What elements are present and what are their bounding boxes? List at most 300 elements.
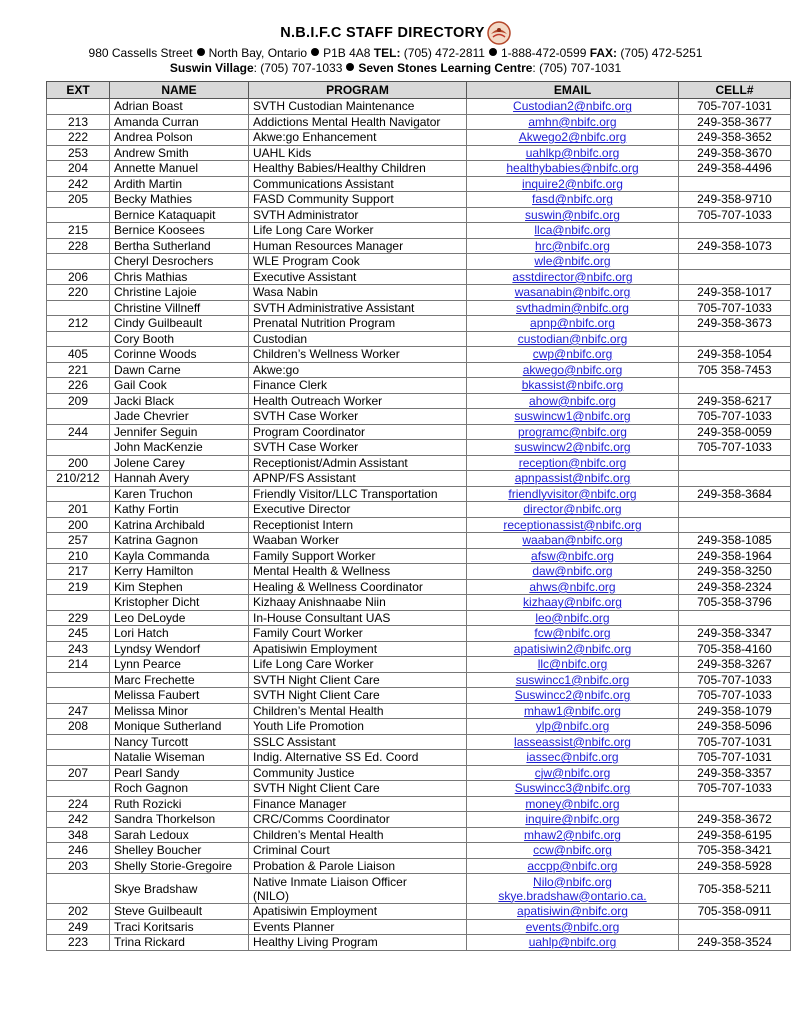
program-cell: Children’s Mental Health xyxy=(249,703,467,719)
name-cell: Andrew Smith xyxy=(110,145,249,161)
name-cell: Adrian Boast xyxy=(110,99,249,115)
cell-phone: 705-707-1033 xyxy=(679,688,791,704)
program-cell: Criminal Court xyxy=(249,843,467,859)
email-link[interactable]: custodian@nbifc.org xyxy=(467,331,679,347)
table-row xyxy=(47,145,791,161)
bullet-icon xyxy=(489,48,497,56)
table-row xyxy=(47,517,791,533)
table-row xyxy=(47,672,791,688)
table-row xyxy=(47,657,791,673)
ext-cell xyxy=(47,595,110,611)
cell-phone: 705-707-1033 xyxy=(679,781,791,797)
email-link[interactable]: apnpassist@nbifc.org xyxy=(467,471,679,487)
cell-phone: 249-358-5928 xyxy=(679,858,791,874)
program-cell: Finance Manager xyxy=(249,796,467,812)
email-link[interactable]: afsw@nbifc.org xyxy=(467,548,679,564)
program-cell: SVTH Case Worker xyxy=(249,409,467,425)
name-cell: Lynn Pearce xyxy=(110,657,249,673)
name-cell: Melissa Minor xyxy=(110,703,249,719)
email-link[interactable]: ahws@nbifc.org xyxy=(467,579,679,595)
program-cell: UAHL Kids xyxy=(249,145,467,161)
ext-cell xyxy=(47,254,110,270)
email-link[interactable]: uahlkp@nbifc.org xyxy=(467,145,679,161)
name-cell: Jade Chevrier xyxy=(110,409,249,425)
name-cell: Cindy Guilbeault xyxy=(110,316,249,332)
cell-phone: 705-707-1031 xyxy=(679,734,791,750)
table-row xyxy=(47,827,791,843)
cell-phone xyxy=(679,455,791,471)
cell-phone: 249-358-3357 xyxy=(679,765,791,781)
program-line: (NILO) xyxy=(253,888,289,903)
name-cell: Natalie Wiseman xyxy=(110,750,249,766)
email-link[interactable]: Suswincc3@nbifc.org xyxy=(467,781,679,797)
ext-cell: 205 xyxy=(47,192,110,208)
table-row xyxy=(47,362,791,378)
cell-phone: 249-358-1017 xyxy=(679,285,791,301)
table-row xyxy=(47,471,791,487)
table-row xyxy=(47,223,791,239)
ext-cell: 245 xyxy=(47,626,110,642)
header-cell: CELL# xyxy=(679,82,791,99)
cell-phone: 249-358-6217 xyxy=(679,393,791,409)
program-cell: Finance Clerk xyxy=(249,378,467,394)
name-cell: Gail Cook xyxy=(110,378,249,394)
ext-cell: 247 xyxy=(47,703,110,719)
ext-cell: 213 xyxy=(47,114,110,130)
table-header-row xyxy=(47,82,791,99)
table-row xyxy=(47,300,791,316)
ext-cell xyxy=(47,99,110,115)
suswin-phone: : (705) 707-1033 xyxy=(253,61,343,75)
name-cell: Leo DeLoyde xyxy=(110,610,249,626)
email-link[interactable]: svthadmin@nbifc.org xyxy=(467,300,679,316)
cell-phone xyxy=(679,223,791,239)
ext-cell xyxy=(47,874,110,904)
cell-phone: 249-358-3677 xyxy=(679,114,791,130)
program-cell: Probation & Parole Liaison xyxy=(249,858,467,874)
program-cell: Receptionist Intern xyxy=(249,517,467,533)
name-cell: Jennifer Seguin xyxy=(110,424,249,440)
program-cell: SVTH Night Client Care xyxy=(249,781,467,797)
cell-phone xyxy=(679,502,791,518)
ext-cell: 207 xyxy=(47,765,110,781)
program-cell: Akwe:go Enhancement xyxy=(249,130,467,146)
email-link[interactable]: wasanabin@nbifc.org xyxy=(467,285,679,301)
ext-cell: 253 xyxy=(47,145,110,161)
email-link[interactable]: mhaw2@nbifc.org xyxy=(467,827,679,843)
document-header xyxy=(0,20,791,76)
email-link[interactable]: suswincw2@nbifc.org xyxy=(467,440,679,456)
program-cell: Program Coordinator xyxy=(249,424,467,440)
cell-phone: 705-707-1031 xyxy=(679,750,791,766)
email-link[interactable]: akwego@nbifc.org xyxy=(467,362,679,378)
name-cell: Kristopher Dicht xyxy=(110,595,249,611)
program-cell: Executive Assistant xyxy=(249,269,467,285)
program-cell: Healthy Living Program xyxy=(249,935,467,951)
program-cell: Receptionist/Admin Assistant xyxy=(249,455,467,471)
program-cell: SVTH Administrative Assistant xyxy=(249,300,467,316)
table-row xyxy=(47,750,791,766)
program-cell: Friendly Visitor/LLC Transportation xyxy=(249,486,467,502)
name-cell: Katrina Gagnon xyxy=(110,533,249,549)
ext-cell: 242 xyxy=(47,812,110,828)
name-cell: Shelly Storie-Gregoire xyxy=(110,858,249,874)
email-link[interactable]: accpp@nbifc.org xyxy=(467,858,679,874)
program-cell: Mental Health & Wellness xyxy=(249,564,467,580)
table-row xyxy=(47,331,791,347)
email-link[interactable]: money@nbifc.org xyxy=(467,796,679,812)
email-link[interactable]: kizhaay@nbifc.org xyxy=(467,595,679,611)
table-row xyxy=(47,130,791,146)
name-cell: Andrea Polson xyxy=(110,130,249,146)
name-cell: Ardith Martin xyxy=(110,176,249,192)
ext-cell: 222 xyxy=(47,130,110,146)
ext-cell: 203 xyxy=(47,858,110,874)
ext-cell: 202 xyxy=(47,904,110,920)
cell-phone xyxy=(679,378,791,394)
email-link[interactable]: wle@nbifc.org xyxy=(467,254,679,270)
ext-cell xyxy=(47,486,110,502)
city: North Bay, Ontario xyxy=(208,46,308,60)
header-ext: EXT xyxy=(47,82,110,99)
cell-phone: 249-358-1964 xyxy=(679,548,791,564)
program-cell: Life Long Care Worker xyxy=(249,657,467,673)
name-cell: Melissa Faubert xyxy=(110,688,249,704)
stones-label: Seven Stones Learning Centre xyxy=(358,61,533,75)
email-link[interactable]: iassec@nbifc.org xyxy=(467,750,679,766)
program-cell: Kizhaay Anishnaabe Niin xyxy=(249,595,467,611)
table-row xyxy=(47,858,791,874)
program-cell: SVTH Night Client Care xyxy=(249,672,467,688)
ext-cell: 243 xyxy=(47,641,110,657)
email-link[interactable]: ccw@nbifc.org xyxy=(467,843,679,859)
cell-phone: 249-358-1085 xyxy=(679,533,791,549)
program-cell: Children’s Mental Health xyxy=(249,827,467,843)
name-cell: Jacki Black xyxy=(110,393,249,409)
cell-phone: 249-358-3524 xyxy=(679,935,791,951)
program-cell: SVTH Administrator xyxy=(249,207,467,223)
cell-phone: 249-358-0059 xyxy=(679,424,791,440)
name-cell: Amanda Curran xyxy=(110,114,249,130)
program-cell: Executive Director xyxy=(249,502,467,518)
program-cell: SVTH Case Worker xyxy=(249,440,467,456)
cell-phone: 705-358-5211 xyxy=(679,874,791,904)
email-link[interactable]: events@nbifc.org xyxy=(467,919,679,935)
cell-phone: 705-358-0911 xyxy=(679,904,791,920)
table-row xyxy=(47,285,791,301)
ext-cell: 217 xyxy=(47,564,110,580)
table-body xyxy=(47,99,791,951)
table-row xyxy=(47,378,791,394)
table-row xyxy=(47,734,791,750)
cell-phone xyxy=(679,919,791,935)
name-cell: Skye Bradshaw xyxy=(110,874,249,904)
ext-cell xyxy=(47,207,110,223)
suswin-label: Suswin Village xyxy=(169,61,254,75)
table-row xyxy=(47,347,791,363)
name-cell: Bertha Sutherland xyxy=(110,238,249,254)
program-cell: Family Court Worker xyxy=(249,626,467,642)
header-name: NAME xyxy=(110,82,249,99)
cell-phone: 249-358-3672 xyxy=(679,812,791,828)
program-cell: In-House Consultant UAS xyxy=(249,610,467,626)
name-cell: Kathy Fortin xyxy=(110,502,249,518)
email-link[interactable]: programc@nbifc.org xyxy=(467,424,679,440)
table-row xyxy=(47,626,791,642)
email-link[interactable]: Akwego2@nbifc.org xyxy=(467,130,679,146)
ext-cell: 206 xyxy=(47,269,110,285)
program-cell: WLE Program Cook xyxy=(249,254,467,270)
name-cell: Steve Guilbeault xyxy=(110,904,249,920)
program-cell: APNP/FS Assistant xyxy=(249,471,467,487)
email-link[interactable]: bkassist@nbifc.org xyxy=(467,378,679,394)
ext-cell: 224 xyxy=(47,796,110,812)
table-row xyxy=(47,161,791,177)
name-cell: Becky Mathies xyxy=(110,192,249,208)
cell-phone: 249-358-3347 xyxy=(679,626,791,642)
ext-cell: 348 xyxy=(47,827,110,843)
program-cell: Children’s Wellness Worker xyxy=(249,347,467,363)
cell-phone xyxy=(679,610,791,626)
email-link[interactable]: director@nbifc.org xyxy=(467,502,679,518)
ext-cell xyxy=(47,750,110,766)
program-cell: Addictions Mental Health Navigator xyxy=(249,114,467,130)
table-row xyxy=(47,641,791,657)
email-link[interactable] xyxy=(467,874,679,904)
email-link[interactable]: hrc@nbifc.org xyxy=(467,238,679,254)
email-link[interactable]: apnp@nbifc.org xyxy=(467,316,679,332)
name-cell: Kerry Hamilton xyxy=(110,564,249,580)
cell-phone: 705-358-3796 xyxy=(679,595,791,611)
ext-cell: 214 xyxy=(47,657,110,673)
cell-phone xyxy=(679,176,791,192)
name-cell: Bernice Koosees xyxy=(110,223,249,239)
name-cell: Shelley Boucher xyxy=(110,843,249,859)
table-row xyxy=(47,533,791,549)
email-link-line[interactable]: Nilo@nbifc.org xyxy=(533,874,612,889)
ext-cell: 221 xyxy=(47,362,110,378)
email-link[interactable]: cjw@nbifc.org xyxy=(467,765,679,781)
email-link[interactable]: ylp@nbifc.org xyxy=(467,719,679,735)
cell-phone: 249-358-3652 xyxy=(679,130,791,146)
cell-phone: 249-358-5096 xyxy=(679,719,791,735)
email-link[interactable]: suswin@nbifc.org xyxy=(467,207,679,223)
ext-cell: 228 xyxy=(47,238,110,254)
name-cell: Marc Frechette xyxy=(110,672,249,688)
cell-phone: 249-358-3684 xyxy=(679,486,791,502)
cell-phone: 249-358-4496 xyxy=(679,161,791,177)
ext-cell: 208 xyxy=(47,719,110,735)
cell-phone: 249-358-6195 xyxy=(679,827,791,843)
header-program: PROGRAM xyxy=(249,82,467,99)
table-row xyxy=(47,316,791,332)
table-row xyxy=(47,703,791,719)
tel-label: TEL: xyxy=(373,46,401,60)
cell-phone: 705-707-1033 xyxy=(679,207,791,223)
cell-phone xyxy=(679,269,791,285)
name-cell: Bernice Kataquapit xyxy=(110,207,249,223)
program-cell: Family Support Worker xyxy=(249,548,467,564)
name-cell: Lori Hatch xyxy=(110,626,249,642)
email-link[interactable]: fcw@nbifc.org xyxy=(467,626,679,642)
email-link[interactable]: uahlp@nbifc.org xyxy=(467,935,679,951)
table-row xyxy=(47,192,791,208)
table-row xyxy=(47,765,791,781)
table-row xyxy=(47,176,791,192)
name-cell: Christine Villneff xyxy=(110,300,249,316)
name-cell: Trina Rickard xyxy=(110,935,249,951)
email-link[interactable]: llc@nbifc.org xyxy=(467,657,679,673)
email-link[interactable]: daw@nbifc.org xyxy=(467,564,679,580)
ext-cell: 210/212 xyxy=(47,471,110,487)
stones-phone: : (705) 707-1031 xyxy=(532,61,622,75)
email-link[interactable]: cwp@nbifc.org xyxy=(467,347,679,363)
cell-phone: 705-358-3421 xyxy=(679,843,791,859)
tel-number: (705) 472-2811 xyxy=(403,46,485,60)
bullet-icon xyxy=(311,48,319,56)
table-row xyxy=(47,254,791,270)
program-cell: Akwe:go xyxy=(249,362,467,378)
name-cell: Cory Booth xyxy=(110,331,249,347)
cell-phone xyxy=(679,471,791,487)
name-cell: Christine Lajoie xyxy=(110,285,249,301)
email-link[interactable]: waaban@nbifc.org xyxy=(467,533,679,549)
name-cell: Kim Stephen xyxy=(110,579,249,595)
program-cell: SVTH Night Client Care xyxy=(249,688,467,704)
cell-phone: 705-707-1033 xyxy=(679,409,791,425)
program-cell xyxy=(249,874,467,904)
ext-cell: 200 xyxy=(47,455,110,471)
cell-phone: 249-358-1054 xyxy=(679,347,791,363)
bullet-icon xyxy=(346,63,354,71)
ext-cell: 229 xyxy=(47,610,110,626)
address-line xyxy=(0,46,791,61)
email-link[interactable]: Suswincc2@nbifc.org xyxy=(467,688,679,704)
street: 980 Cassells Street xyxy=(88,46,193,60)
name-cell: Pearl Sandy xyxy=(110,765,249,781)
ext-cell: 249 xyxy=(47,919,110,935)
table-row xyxy=(47,440,791,456)
program-cell: Indig. Alternative SS Ed. Coord xyxy=(249,750,467,766)
table-row xyxy=(47,610,791,626)
tollfree-number: 1-888-472-0599 xyxy=(500,46,587,60)
program-cell: Prenatal Nutrition Program xyxy=(249,316,467,332)
program-cell: Community Justice xyxy=(249,765,467,781)
table-row xyxy=(47,269,791,285)
ext-cell: 200 xyxy=(47,517,110,533)
fax-label: FAX: xyxy=(589,46,618,60)
email-link[interactable]: fasd@nbifc.org xyxy=(467,192,679,208)
email-link[interactable]: healthybabies@nbifc.org xyxy=(467,161,679,177)
program-cell: Events Planner xyxy=(249,919,467,935)
cell-phone: 249-358-1073 xyxy=(679,238,791,254)
page-title: N.B.I.F.C STAFF DIRECTORY xyxy=(280,25,485,41)
table-row xyxy=(47,812,791,828)
cell-phone: 249-358-3673 xyxy=(679,316,791,332)
email-link[interactable]: inquire2@nbifc.org xyxy=(467,176,679,192)
program-cell: Health Outreach Worker xyxy=(249,393,467,409)
table-row xyxy=(47,99,791,115)
program-cell: SVTH Custodian Maintenance xyxy=(249,99,467,115)
name-cell: Corinne Woods xyxy=(110,347,249,363)
table-row xyxy=(47,904,791,920)
email-link[interactable]: friendlyvisitor@nbifc.org xyxy=(467,486,679,502)
program-cell: Healthy Babies/Healthy Children xyxy=(249,161,467,177)
name-cell: Monique Sutherland xyxy=(110,719,249,735)
table-row xyxy=(47,719,791,735)
email-link[interactable]: reception@nbifc.org xyxy=(467,455,679,471)
name-cell: Karen Truchon xyxy=(110,486,249,502)
table-row xyxy=(47,781,791,797)
program-cell: Waaban Worker xyxy=(249,533,467,549)
cell-phone xyxy=(679,331,791,347)
table-row xyxy=(47,393,791,409)
ext-cell: 220 xyxy=(47,285,110,301)
table-row xyxy=(47,796,791,812)
cell-phone xyxy=(679,517,791,533)
program-cell: CRC/Comms Coordinator xyxy=(249,812,467,828)
email-link[interactable]: lasseassist@nbifc.org xyxy=(467,734,679,750)
program-cell: Wasa Nabin xyxy=(249,285,467,301)
email-link[interactable]: asstdirector@nbifc.org xyxy=(467,269,679,285)
ext-cell: 201 xyxy=(47,502,110,518)
ext-cell: 223 xyxy=(47,935,110,951)
name-cell: Hannah Avery xyxy=(110,471,249,487)
email-link[interactable]: suswincw1@nbifc.org xyxy=(467,409,679,425)
ext-cell xyxy=(47,672,110,688)
name-cell: Sandra Thorkelson xyxy=(110,812,249,828)
table-row xyxy=(47,207,791,223)
name-cell: Dawn Carne xyxy=(110,362,249,378)
email-link[interactable]: suswincc1@nbifc.org xyxy=(467,672,679,688)
table-row xyxy=(47,486,791,502)
ext-cell: 209 xyxy=(47,393,110,409)
program-cell: Communications Assistant xyxy=(249,176,467,192)
program-cell: Apatisiwin Employment xyxy=(249,641,467,657)
table-row xyxy=(47,114,791,130)
name-cell: Katrina Archibald xyxy=(110,517,249,533)
name-cell: Traci Koritsaris xyxy=(110,919,249,935)
ext-cell: 244 xyxy=(47,424,110,440)
table-row xyxy=(47,455,791,471)
cell-phone: 249-358-3250 xyxy=(679,564,791,580)
ext-cell: 212 xyxy=(47,316,110,332)
ext-cell: 257 xyxy=(47,533,110,549)
email-link[interactable]: receptionassist@nbifc.org xyxy=(467,517,679,533)
email-link[interactable]: llca@nbifc.org xyxy=(467,223,679,239)
staff-directory-table xyxy=(46,81,791,951)
table-row xyxy=(47,688,791,704)
fax-number: (705) 472-5251 xyxy=(620,46,703,60)
program-line: Native Inmate Liaison Officer xyxy=(253,874,407,889)
email-link[interactable]: Custodian2@nbifc.org xyxy=(467,99,679,115)
email-link[interactable]: apatisiwin@nbifc.org xyxy=(467,904,679,920)
name-cell: Chris Mathias xyxy=(110,269,249,285)
name-cell: Nancy Turcott xyxy=(110,734,249,750)
email-link[interactable]: apatisiwin2@nbifc.org xyxy=(467,641,679,657)
ext-cell: 405 xyxy=(47,347,110,363)
name-cell: Cheryl Desrochers xyxy=(110,254,249,270)
email-link[interactable]: amhn@nbifc.org xyxy=(467,114,679,130)
program-cell: SSLC Assistant xyxy=(249,734,467,750)
ext-cell xyxy=(47,734,110,750)
email-link[interactable]: inquire@nbifc.org xyxy=(467,812,679,828)
email-link[interactable]: mhaw1@nbifc.org xyxy=(467,703,679,719)
ext-cell xyxy=(47,331,110,347)
email-link[interactable]: ahow@nbifc.org xyxy=(467,393,679,409)
email-link[interactable]: leo@nbifc.org xyxy=(467,610,679,626)
email-link-line[interactable]: skye.bradshaw@ontario.ca. xyxy=(498,888,647,903)
